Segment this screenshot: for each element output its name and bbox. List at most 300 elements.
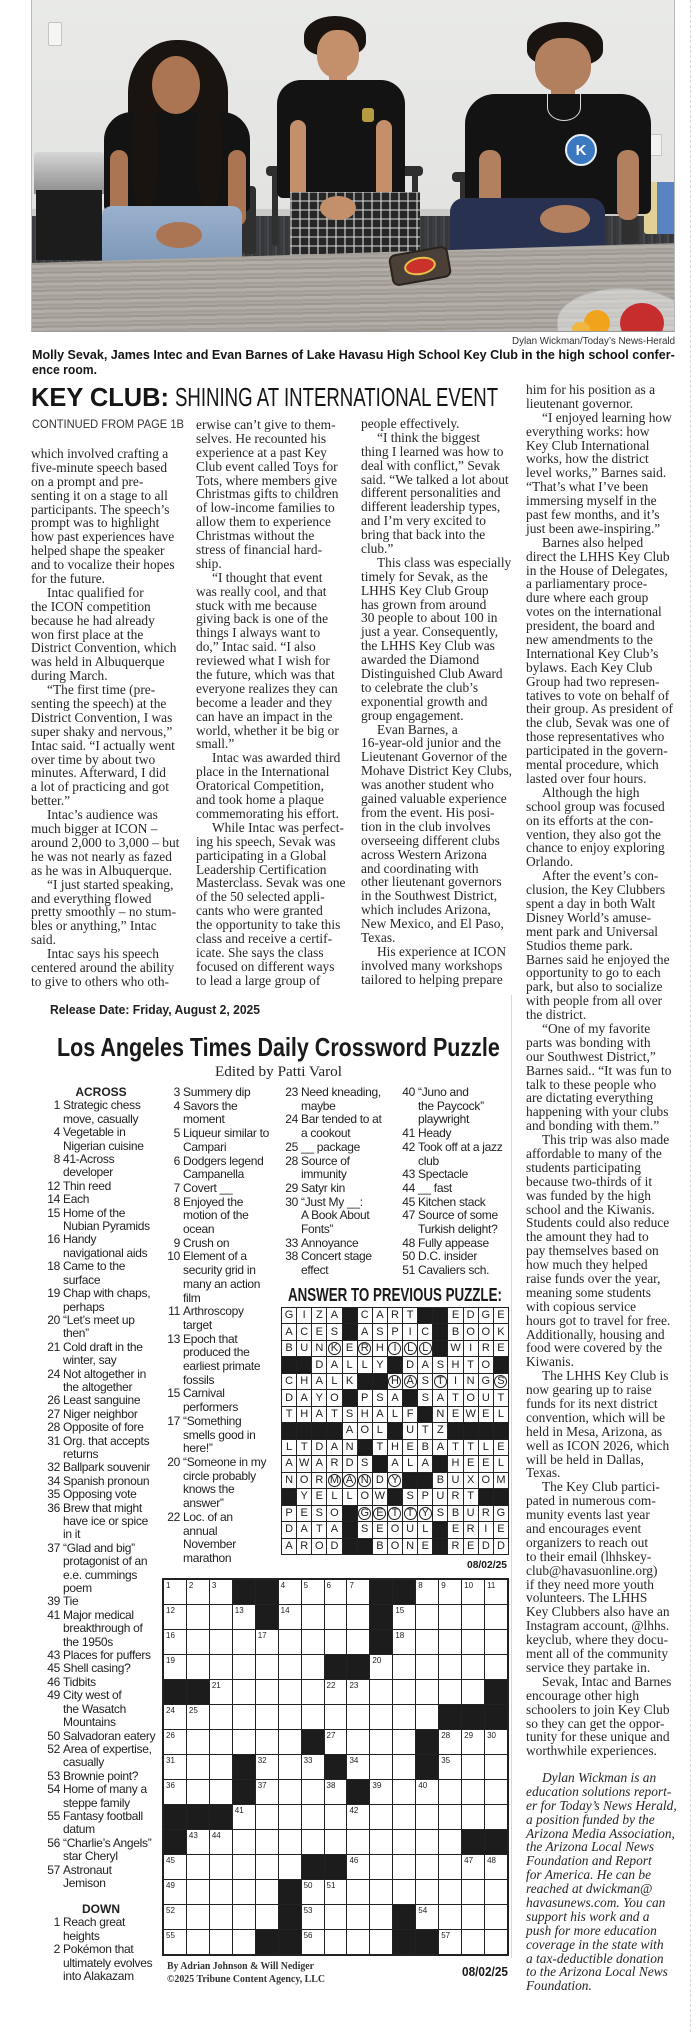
cell-letter: A	[300, 1523, 308, 1536]
grid-cell	[479, 1473, 493, 1488]
clue-line: Fantasy football	[63, 1808, 143, 1823]
cell-letter: A	[345, 1424, 354, 1437]
grid-cell	[388, 1324, 402, 1339]
cell-letter: H	[360, 1408, 369, 1421]
cell-letter: T	[376, 1440, 384, 1453]
article-line: tailored to helping prepare	[361, 971, 503, 987]
grid-cell	[187, 1755, 209, 1779]
clue-line: ultimately evolves	[63, 1955, 153, 1970]
article-line: held in Mesa, Arizona, as	[526, 1423, 663, 1439]
grid-cell	[464, 1374, 478, 1389]
grid-cell	[327, 1539, 341, 1554]
clue-text	[183, 1250, 280, 1305]
clue-number: 28	[285, 1153, 298, 1168]
clue-number: 7	[173, 1180, 180, 1195]
article-line: over time by about two	[31, 751, 156, 767]
cell-letter: A	[376, 1309, 384, 1322]
cell-number: 4	[280, 1581, 286, 1590]
black-square	[325, 1855, 347, 1879]
cell-letter: G	[496, 1506, 506, 1519]
article-line: much bigger at ICON –	[31, 821, 158, 837]
grid-cell	[343, 1341, 357, 1356]
grid-cell	[256, 1805, 278, 1829]
grid-cell	[388, 1440, 402, 1455]
black-square	[462, 1830, 484, 1854]
cell-letter: B	[451, 1325, 460, 1338]
clue-line: smells good in	[183, 1427, 256, 1442]
article-line: Group had two represen-	[526, 673, 660, 689]
grid-cell	[462, 1930, 484, 1954]
article-line: and everything flowed	[31, 890, 152, 906]
article-line: “One of my favorite	[542, 1020, 651, 1036]
clue-number: 34	[47, 1473, 60, 1488]
article-line: Intac’s audience was	[47, 807, 158, 823]
article-line: are dictating everything	[526, 1090, 654, 1106]
grid-cell	[343, 1489, 357, 1504]
clue-item	[40, 1837, 162, 1864]
clue-item	[278, 1182, 395, 1196]
grid-cell	[393, 1805, 415, 1829]
cell-letter: A	[285, 1325, 293, 1338]
article-line: happening with your clubs	[526, 1104, 669, 1120]
grid-cell	[462, 1605, 484, 1629]
clue-item	[40, 1207, 162, 1234]
article-line: Barnes said he enjoyed the	[526, 951, 670, 967]
cell-number: 35	[441, 1756, 451, 1765]
clue-line: Vegetable in	[63, 1125, 126, 1140]
article-line: and took home a plaque	[196, 792, 324, 808]
clue-line: Spanish pronoun	[63, 1473, 150, 1488]
black-square	[347, 1780, 369, 1804]
cell-letter: O	[360, 1424, 369, 1437]
clue-number: 31	[47, 1433, 60, 1448]
clue-line: Shell casing?	[63, 1661, 131, 1676]
grid-cell	[373, 1407, 387, 1422]
grid-cell	[403, 1440, 417, 1455]
grid-cell	[187, 1705, 209, 1729]
article-line: mental procedure, which	[526, 757, 659, 773]
article-line: ment all of the community	[526, 1646, 669, 1662]
clue-text	[183, 1415, 280, 1456]
clue-item	[395, 1209, 510, 1236]
black-square	[388, 1423, 402, 1438]
grid-cell	[373, 1522, 387, 1537]
black-square	[416, 1930, 438, 1954]
black-square	[233, 1755, 255, 1779]
grid-cell	[448, 1489, 462, 1504]
grid-cell	[479, 1357, 493, 1372]
clue-line: Kitchen stack	[418, 1194, 486, 1209]
grid-cell	[479, 1506, 493, 1521]
grid-cell	[210, 1655, 232, 1679]
article-line: was funded by the high	[526, 1187, 651, 1203]
grid-cell	[479, 1341, 493, 1356]
clue-line: Enjoyed the	[183, 1194, 244, 1209]
grid-cell	[439, 1855, 461, 1879]
article-line: on a prompt and pre-	[31, 473, 144, 489]
clue-item	[40, 1435, 162, 1462]
cell-letter: E	[466, 1539, 475, 1552]
article-line: prompt was to highlight	[31, 515, 160, 531]
cell-number: 14	[280, 1606, 290, 1615]
clue-line: Mountains	[63, 1715, 116, 1730]
clue-text	[63, 1475, 162, 1488]
clue-line: navigational aids	[63, 1245, 148, 1260]
cell-letter: N	[315, 1342, 324, 1355]
across-clues	[40, 1086, 162, 1890]
person2-face	[317, 30, 359, 78]
answer-heading-text: ANSWER TO PREVIOUS PUZZLE:	[288, 1285, 502, 1305]
clue-text	[301, 1250, 395, 1277]
article-line: “The first time (pre-	[47, 682, 156, 698]
cell-number: 49	[166, 1881, 175, 1890]
article-line: After the event’s con-	[542, 868, 659, 884]
clue-line: Dodgers legend	[183, 1153, 264, 1168]
article-line: The LHHS Key Club is	[542, 1368, 669, 1384]
phone-case-logo	[403, 254, 438, 277]
grid-cell	[462, 1855, 484, 1879]
grid-cell	[416, 1880, 438, 1904]
grid-cell	[479, 1539, 493, 1554]
article-line: Tots, where members give	[196, 472, 338, 488]
article-line: president, the board and	[526, 618, 655, 634]
grid-cell	[347, 1880, 369, 1904]
clue-line: e.e. cummings	[63, 1567, 138, 1582]
grid-cell	[358, 1341, 372, 1356]
grid-cell	[347, 1755, 369, 1779]
article-line: Leadership Certification	[196, 861, 327, 877]
article-line: 30 people to about 100 in	[361, 610, 498, 626]
clue-item	[40, 1287, 162, 1314]
grid-cell	[462, 1905, 484, 1929]
grid-cell	[403, 1456, 417, 1471]
grid-cell	[485, 1780, 507, 1804]
grid-cell	[187, 1730, 209, 1754]
clue-line: Fully appease	[418, 1235, 489, 1250]
black-square	[418, 1473, 432, 1488]
cell-letter: D	[496, 1539, 505, 1552]
cell-letter: G	[481, 1309, 491, 1322]
cell-letter: A	[330, 1523, 339, 1536]
grid-cell	[439, 1880, 461, 1904]
cell-letter: O	[390, 1523, 400, 1536]
clue-item	[278, 1141, 395, 1155]
grid-cell	[403, 1489, 417, 1504]
grid-cell	[416, 1805, 438, 1829]
circled-letter: T	[404, 1507, 417, 1520]
article-line: volunteers. The LHHS	[526, 1590, 648, 1606]
black-square	[416, 1730, 438, 1754]
clue-text	[63, 1609, 162, 1649]
cell-letter: L	[361, 1358, 368, 1371]
clue-item	[395, 1196, 510, 1210]
article-line: worthwhile experiences.	[526, 1743, 657, 1759]
grid-cell	[373, 1357, 387, 1372]
article-line: pretty smoothly – no stum-	[31, 904, 177, 920]
grid-cell	[210, 1930, 232, 1954]
article-line: level works,” Barnes said.	[526, 465, 667, 481]
clue-line: Satyr kin	[301, 1180, 345, 1195]
article-line: push for more education	[526, 1922, 657, 1938]
clue-number: 52	[47, 1741, 60, 1756]
cell-number: 50	[303, 1881, 313, 1890]
black-square	[370, 1580, 392, 1604]
clue-line: developer	[63, 1165, 114, 1180]
clue-item	[40, 1916, 162, 1943]
grid-cell	[325, 1630, 347, 1654]
grid-cell	[418, 1357, 432, 1372]
article-line: New Mexico, and El Paso,	[361, 916, 504, 932]
black-square	[325, 1755, 347, 1779]
clue-number: 24	[47, 1366, 60, 1381]
clue-line: Astronaut	[63, 1862, 112, 1877]
grid-cell	[282, 1473, 296, 1488]
cell-number: 17	[257, 1631, 267, 1640]
clue-text	[63, 1542, 162, 1596]
article-line: Club event called Toys for	[196, 458, 338, 474]
grid-cell	[485, 1855, 507, 1879]
cell-letter: E	[451, 1523, 460, 1536]
article-line: raise funds over the year,	[526, 1271, 661, 1286]
black-square	[485, 1830, 507, 1854]
grid-cell	[439, 1580, 461, 1604]
article-line: Although the high	[542, 784, 640, 800]
cell-letter: I	[484, 1523, 488, 1536]
article-line: for the future.	[31, 571, 105, 587]
grid-cell	[416, 1680, 438, 1704]
article-line: everyone realizes they can	[196, 680, 338, 696]
headline-kicker: KEY CLUB:	[31, 382, 169, 412]
grid-cell	[327, 1308, 341, 1323]
clue-item	[40, 1689, 162, 1729]
grid-cell	[187, 1780, 209, 1804]
release-date-text: Release Date: Friday, August 2, 2025	[50, 1003, 261, 1017]
article-line: become a leader and they	[196, 694, 333, 710]
cell-letter: Y	[315, 1391, 323, 1404]
article-line: Studios theme park.	[526, 937, 633, 953]
black-square	[464, 1423, 478, 1438]
cell-letter: A	[285, 1539, 293, 1552]
clue-line: Heady	[418, 1126, 452, 1141]
clue-text	[183, 1305, 280, 1332]
byline-authors: By Adrian Johnson & Will Nediger	[167, 1960, 314, 1972]
grid-cell	[302, 1755, 324, 1779]
black-square	[485, 1680, 507, 1704]
article-line: so they can get the oppor-	[526, 1715, 665, 1731]
grid-cell	[279, 1730, 301, 1754]
clue-line: Brownie point?	[63, 1768, 139, 1783]
clue-line: security grid in	[183, 1263, 256, 1278]
grid-cell	[464, 1341, 478, 1356]
grid-cell	[388, 1390, 402, 1405]
clue-number: 46	[47, 1674, 60, 1689]
clue-text	[63, 1662, 162, 1675]
clue-text	[63, 1783, 162, 1810]
circled-letter: K	[328, 1342, 341, 1355]
cell-letter: P	[421, 1490, 429, 1503]
article-line: Christmas gifts to children	[196, 486, 339, 502]
grid-cell	[388, 1522, 402, 1537]
clue-line: Epoch that	[183, 1331, 238, 1346]
cell-letter: L	[346, 1358, 353, 1371]
cell-letter: I	[469, 1342, 473, 1355]
clue-line: surface	[63, 1272, 101, 1287]
clue-line: Opposite of fore	[63, 1420, 144, 1435]
grid-cell	[325, 1705, 347, 1729]
cell-number: 30	[487, 1731, 496, 1740]
cell-letter: A	[436, 1440, 445, 1453]
grid-cell	[297, 1522, 311, 1537]
grid-cell	[388, 1506, 402, 1521]
grid-cell	[485, 1930, 507, 1954]
grid-cell	[494, 1506, 508, 1521]
clue-number: 11	[168, 1304, 180, 1319]
cell-number: 27	[326, 1731, 336, 1740]
article-line: deal with conflict,” Sevak	[361, 457, 501, 473]
grid-cell	[416, 1855, 438, 1879]
clue-item	[160, 1237, 280, 1251]
clue-number: 53	[47, 1768, 60, 1783]
black-square	[343, 1539, 357, 1554]
article-line: better.”	[31, 793, 71, 809]
grid-cell	[393, 1655, 415, 1679]
grid-cell	[416, 1580, 438, 1604]
clue-item	[160, 1415, 280, 1456]
grid-cell	[439, 1780, 461, 1804]
grid-cell	[448, 1357, 462, 1372]
clue-text	[301, 1141, 395, 1155]
article-line: “I just started speaking,	[47, 876, 174, 892]
cell-letter: O	[481, 1358, 491, 1371]
cell-letter: E	[345, 1342, 354, 1355]
black-square	[282, 1423, 296, 1438]
cell-letter: A	[391, 1391, 399, 1404]
article-line: cants who were granted	[196, 903, 323, 919]
grid-cell	[358, 1390, 372, 1405]
article-line: five-minute speech based	[31, 459, 168, 475]
grid-cell	[325, 1580, 347, 1604]
circled-letter: R	[358, 1342, 371, 1355]
cell-letter: N	[466, 1375, 475, 1388]
clue-line: ocean	[183, 1222, 215, 1237]
clue-item	[160, 1250, 280, 1305]
author-bio	[526, 1771, 678, 1993]
clue-line: annual	[183, 1523, 218, 1538]
grid-cell	[388, 1374, 402, 1389]
grid-cell	[312, 1308, 326, 1323]
cell-number: 36	[166, 1781, 175, 1790]
clue-line: Chap with chaps,	[63, 1286, 151, 1301]
clue-line: the altogether	[63, 1379, 133, 1394]
grid-cell	[388, 1308, 402, 1323]
grid-cell	[347, 1630, 369, 1654]
cell-number: 32	[257, 1756, 267, 1765]
article-line: the future, which was that	[196, 667, 335, 683]
cell-letter: R	[481, 1506, 490, 1519]
article-line: park, but also to socialize	[526, 979, 663, 995]
clue-text	[63, 1730, 162, 1743]
cell-number: 22	[326, 1681, 336, 1690]
grid-cell	[448, 1440, 462, 1455]
clue-item	[395, 1250, 510, 1264]
clue-item	[40, 1783, 162, 1810]
article-line: class and receive a certif-	[196, 930, 333, 946]
clue-line: Arthroscopy	[183, 1304, 244, 1319]
grid-cell	[370, 1855, 392, 1879]
black-square	[233, 1580, 255, 1604]
grid-cell	[494, 1522, 508, 1537]
clue-text	[63, 1435, 162, 1462]
clue-number: 9	[173, 1235, 180, 1250]
cell-letter: S	[330, 1325, 339, 1338]
cell-number: 23	[349, 1681, 359, 1690]
clue-item	[40, 1126, 162, 1153]
grid-cell	[464, 1440, 478, 1455]
clue-line: Came to the	[63, 1259, 126, 1274]
clue-line: Loc. of an	[183, 1509, 233, 1524]
clue-line: 41-Across	[63, 1152, 115, 1167]
clue-number: 42	[402, 1139, 415, 1154]
person2-arm	[376, 120, 392, 200]
cell-letter: N	[285, 1473, 294, 1486]
cell-number: 10	[464, 1581, 474, 1590]
caption-line: ence room.	[32, 362, 97, 377]
grid-cell	[462, 1805, 484, 1829]
grid-cell	[448, 1539, 462, 1554]
grid-cell	[279, 1605, 301, 1629]
clue-line: Campanella	[183, 1167, 245, 1182]
grid-cell	[494, 1539, 508, 1554]
light-switch	[48, 22, 62, 46]
cell-letter: D	[345, 1457, 354, 1470]
grid-cell	[343, 1374, 357, 1389]
grid-cell	[343, 1423, 357, 1438]
article-line: and to vocalize their hopes	[31, 557, 175, 573]
cell-letter: H	[451, 1457, 460, 1470]
grid-cell	[347, 1680, 369, 1704]
cell-letter: E	[421, 1539, 429, 1552]
cell-letter: D	[466, 1309, 475, 1322]
clue-line: “Something	[183, 1413, 242, 1428]
article-line: how much they helped	[526, 1257, 648, 1273]
clue-number: 18	[47, 1259, 60, 1274]
clue-item	[40, 1314, 162, 1341]
article-line: was another student who	[361, 777, 494, 793]
article-line: minutes. Afterward, I did	[31, 765, 166, 781]
answer-grid	[281, 1307, 509, 1555]
cell-letter: O	[330, 1506, 339, 1519]
grid-cell	[358, 1357, 372, 1372]
clue-item	[40, 1233, 162, 1260]
grid-cell	[494, 1308, 508, 1323]
grid-cell	[312, 1522, 326, 1537]
grid-cell	[327, 1506, 341, 1521]
clue-number: 21	[47, 1339, 60, 1354]
grid-cell	[373, 1473, 387, 1488]
clue-line: Jemison	[63, 1875, 106, 1890]
clue-item	[160, 1086, 280, 1100]
grid-cell	[388, 1341, 402, 1356]
article-line: education solutions report-	[526, 1783, 672, 1799]
clue-line: Cold draft in the	[63, 1339, 143, 1354]
clue-item	[40, 1408, 162, 1421]
clue-text	[301, 1196, 395, 1237]
clue-line: knows the	[183, 1482, 235, 1497]
clue-text	[418, 1086, 510, 1127]
clue-number: 33	[285, 1235, 298, 1250]
clue-number: 1	[53, 1915, 60, 1930]
clue-line: breakthrough of	[63, 1621, 143, 1636]
